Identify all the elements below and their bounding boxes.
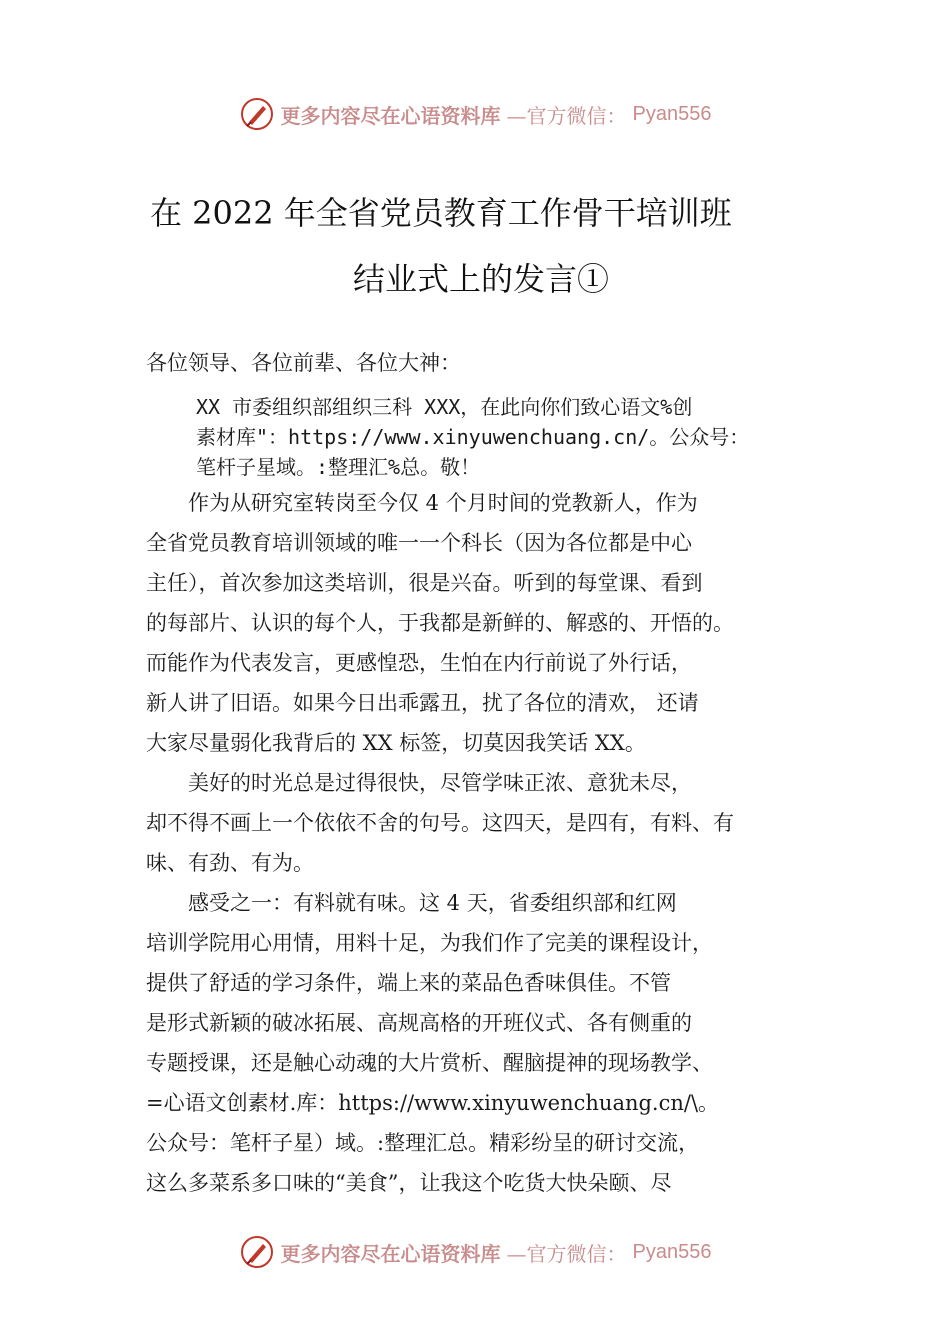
paragraph-line: 的每部片、认识的每个人，于我都是新鲜的、解惑的、开悟的。	[146, 611, 734, 635]
quill-logo-icon	[239, 1234, 275, 1270]
paragraph-line: 感受之一：有料就有味。这 4 天，省委组织部和红网	[146, 891, 677, 915]
watermark-side-text: —官方微信：	[506, 103, 627, 128]
body-paragraph-2	[146, 763, 836, 883]
salutation	[146, 343, 836, 383]
paragraph-line: 味、有劲、有为。	[146, 851, 314, 875]
intro-line: 笔杆子星域。:整理汇%总。敬！	[196, 455, 481, 479]
document-title-line-1: 在 2022 年全省党员教育工作骨干培训班	[150, 194, 732, 232]
paragraph-line: 专题授课，还是触心动魂的大片赏析、醒脑提神的现场教学、	[146, 1051, 713, 1075]
paragraph-line: 是形式新颖的破冰拓展、高规高格的开班仪式、各有侧重的	[146, 1011, 692, 1035]
footer-watermark	[0, 1232, 950, 1272]
paragraph-line: =心语文创素材.库：https://www.xinyuwenchuang.cn/\。	[146, 1091, 720, 1115]
paragraph-line: 大家尽量弱化我背后的 XX 标签，切莫因我笑话 XX。	[146, 731, 646, 755]
paragraph-line: 作为从研究室转岗至今仅 4 个月时间的党教新人，作为	[146, 491, 698, 515]
intro-block	[196, 392, 836, 482]
paragraph-line: 美好的时光总是过得很快，尽管学味正浓、意犹未尽，	[146, 771, 692, 795]
body-paragraph-3	[146, 883, 836, 1203]
paragraph-line: 培训学院用心用情，用料十足，为我们作了完美的课程设计，	[146, 931, 713, 955]
salutation-line: 各位领导、各位前辈、各位大神：	[146, 351, 461, 375]
paragraph-line: 提供了舒适的学习条件，端上来的菜品色香味俱佳。不管	[146, 971, 671, 995]
paragraph-line: 新人讲了旧语。如果今日出乖露丑，扰了各位的清欢， 还请	[146, 691, 699, 715]
watermark-handle: Pyan556	[632, 102, 712, 125]
watermark-side-text: —官方微信：	[506, 1241, 627, 1266]
watermark-handle: Pyan556	[632, 1240, 712, 1263]
body-paragraph-1	[146, 483, 836, 763]
paragraph-line: 却不得不画上一个依依不舍的句号。这四天，是四有，有料、有	[146, 811, 734, 835]
intro-line: XX 市委组织部组织三科 XXX，在此向你们致心语文%创	[196, 395, 693, 419]
paragraph-line: 这么多菜系多口味的“美食”，让我这个吃货大快朵颐、尽	[146, 1171, 672, 1195]
watermark-main-text: 更多内容尽在心语资料库	[280, 103, 501, 128]
watermark-main-text: 更多内容尽在心语资料库	[280, 1241, 501, 1266]
paragraph-line: 全省党员教育培训领域的唯一一个科长（因为各位都是中心	[146, 531, 692, 555]
paragraph-line: 公众号：笔杆子星）域。:整理汇总。精彩纷呈的研讨交流，	[146, 1131, 700, 1155]
paragraph-line: 而能作为代表发言，更感惶恐，生怕在内行前说了外行话，	[146, 651, 692, 675]
quill-logo-icon	[239, 96, 275, 132]
header-watermark	[0, 94, 950, 134]
paragraph-line: 主任），首次参加这类培训，很是兴奋。听到的每堂课、看到	[146, 571, 703, 595]
intro-line: 素材库"：https://www.xinyuwenchuang.cn/。公众号：	[196, 425, 750, 449]
document-title-line-2: 结业式上的发言①	[353, 260, 610, 298]
